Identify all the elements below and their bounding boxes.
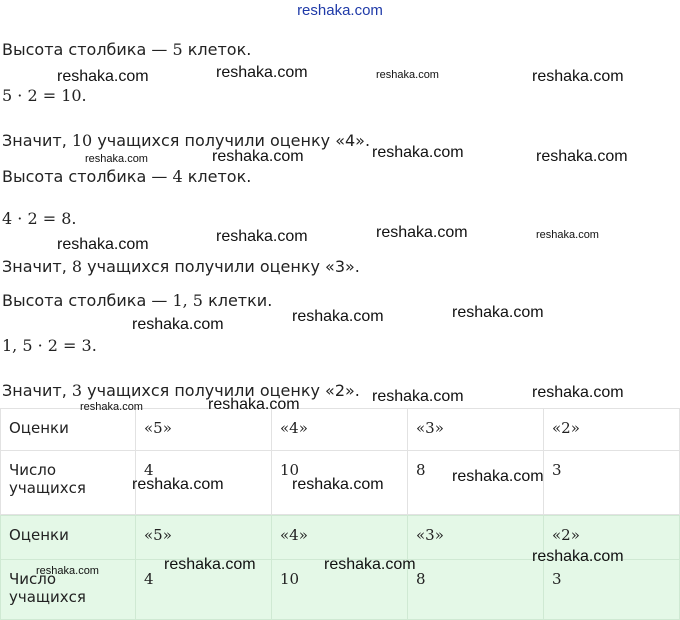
watermark: reshaka.com — [212, 148, 304, 165]
table-cell: Число учащихся — [1, 451, 136, 515]
watermark: reshaka.com — [292, 476, 384, 493]
watermark: reshaka.com — [36, 565, 99, 577]
watermark: reshaka.com — [85, 153, 148, 165]
watermark: reshaka.com — [452, 304, 544, 321]
math-line: 4 · 2 = 8. — [2, 209, 77, 228]
watermark: reshaka.com — [208, 396, 300, 413]
math-line: 5 · 2 = 10. — [2, 86, 87, 105]
table-cell: Оценки — [1, 409, 136, 451]
table-cell: «3» — [408, 409, 544, 451]
table-cell: Оценки — [1, 516, 136, 560]
watermark: reshaka.com — [452, 468, 544, 485]
watermark: reshaka.com — [57, 236, 149, 253]
text-line: Значит, 10 учащихся получили оценку «4». — [2, 131, 371, 150]
watermark: reshaka.com — [376, 69, 439, 81]
table-cell: 4 — [136, 451, 272, 515]
text-line: Высота столбика — 4 клеток. — [2, 167, 252, 186]
table-row — [1, 409, 680, 451]
table-cell: 8 — [408, 451, 544, 515]
table-cell: «4» — [272, 409, 408, 451]
watermark: reshaka.com — [324, 556, 416, 573]
site-link[interactable]: reshaka.com — [297, 2, 383, 19]
watermark: reshaka.com — [132, 316, 224, 333]
table-cell: «2» — [544, 516, 680, 560]
math-line: 1, 5 · 2 = 3. — [2, 336, 97, 355]
site-header[interactable] — [0, 0, 680, 24]
table-cell: Число учащихся — [1, 560, 136, 620]
table-cell: 3 — [544, 560, 680, 620]
watermark: reshaka.com — [532, 384, 624, 401]
table-cell: «4» — [272, 516, 408, 560]
watermark: reshaka.com — [532, 68, 624, 85]
table-cell: «5» — [136, 409, 272, 451]
watermark: reshaka.com — [80, 401, 143, 413]
watermark: reshaka.com — [372, 388, 464, 405]
table-cell: «3» — [408, 516, 544, 560]
watermark: reshaka.com — [132, 476, 224, 493]
watermark: reshaka.com — [164, 556, 256, 573]
grades-table — [0, 408, 680, 515]
watermark: reshaka.com — [376, 224, 468, 241]
text-line: Высота столбика — 1, 5 клетки. — [2, 291, 273, 310]
watermark: reshaka.com — [216, 228, 308, 245]
watermark: reshaka.com — [536, 148, 628, 165]
table-cell: 3 — [544, 451, 680, 515]
table-cell: 8 — [408, 560, 544, 620]
table-cell: 10 — [272, 451, 408, 515]
watermark: reshaka.com — [292, 308, 384, 325]
table-cell: 10 — [272, 560, 408, 620]
table-cell: 4 — [136, 560, 272, 620]
table-cell: «2» — [544, 409, 680, 451]
watermark: reshaka.com — [532, 548, 624, 565]
watermark: reshaka.com — [372, 144, 464, 161]
watermark: reshaka.com — [57, 68, 149, 85]
text-line: Значит, 8 учащихся получили оценку «3». — [2, 257, 360, 276]
watermark: reshaka.com — [536, 229, 599, 241]
text-line: Высота столбика — 5 клеток. — [2, 40, 252, 59]
watermark: reshaka.com — [216, 64, 308, 81]
table-cell: «5» — [136, 516, 272, 560]
text-line: Значит, 3 учащихся получили оценку «2». — [2, 381, 360, 400]
